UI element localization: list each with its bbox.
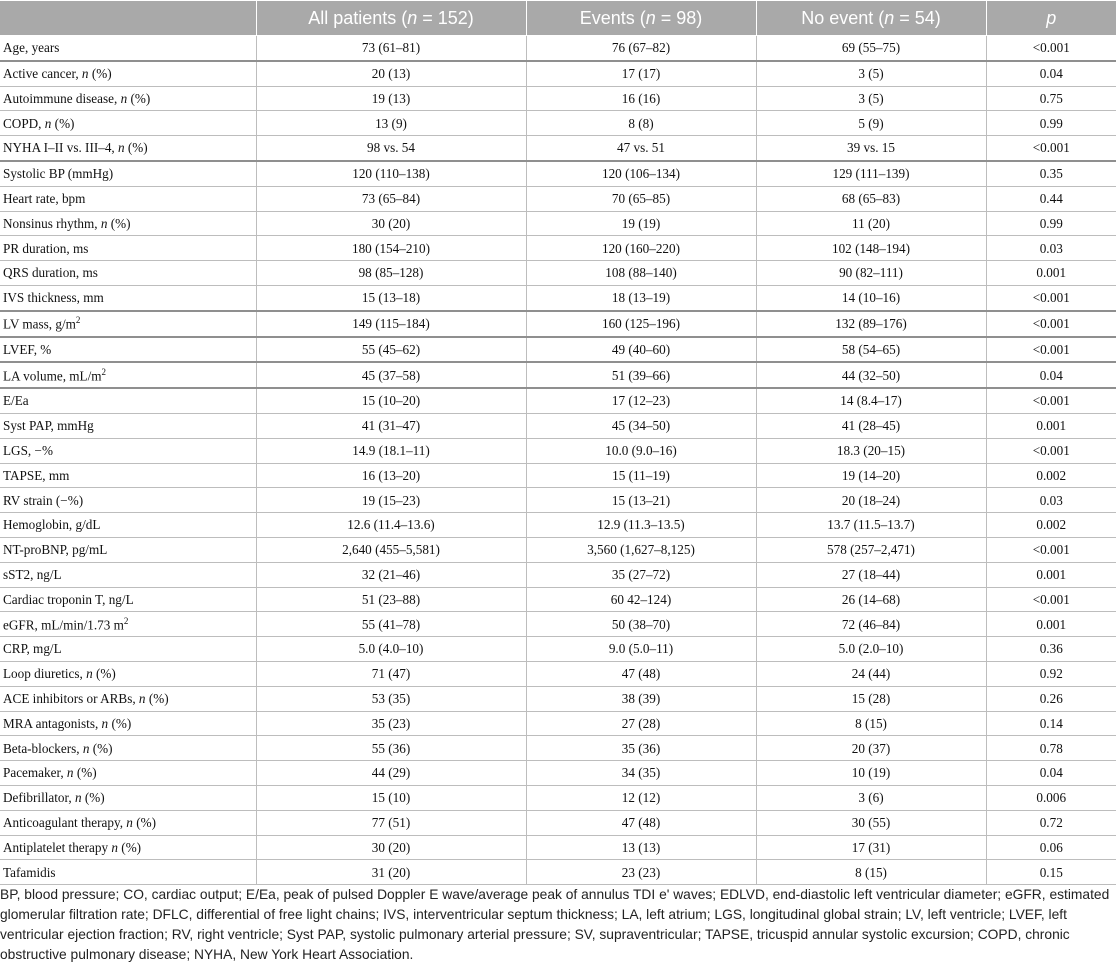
table-row [0, 161, 1116, 186]
cell-events: 12 (12) [526, 785, 756, 810]
cell-p-value: 0.78 [986, 736, 1116, 761]
row-label: Pacemaker, n (%) [0, 761, 256, 786]
cell-events: 3,560 (1,627–8,125) [526, 537, 756, 562]
cell-events: 47 (48) [526, 661, 756, 686]
cell-events: 12.9 (11.3–13.5) [526, 513, 756, 538]
table-row [0, 513, 1116, 538]
cell-p-value: 0.03 [986, 236, 1116, 261]
cell-p-value: 0.002 [986, 463, 1116, 488]
cell-no-event: 5.0 (2.0–10) [756, 637, 986, 662]
table-row [0, 810, 1116, 835]
cell-events: 51 (39–66) [526, 362, 756, 388]
table-row [0, 186, 1116, 211]
table-footnote: BP, blood pressure; CO, cardiac output; E/Ea, peak of pulsed Doppler E wave/average peak of annulus TDI e' waves; EDLVD, end-diastolic left ventricular diameter; eGFR, estimated glomerular filtration rate; DFLC, differential of free light chains; IVS, interventricular septum thickness; LA, left atrium; LGS, longitudinal global strain; LV, left ventricle; LVEF, left ventricular ejection fraction; RV, right ventricle; Syst PAP, systolic pulmonary arterial pressure; SV, supraventricular; TAPSE, tricuspid annular systolic excursion; COPD, chronic obstructive pulmonary disease; NYHA, New York Heart Association. [0, 887, 1110, 962]
row-label: E/Ea [0, 388, 256, 413]
cell-all-patients: 12.6 (11.4–13.6) [256, 513, 526, 538]
header-row [0, 1, 1116, 36]
cell-events: 120 (106–134) [526, 161, 756, 186]
cell-p-value: 0.001 [986, 413, 1116, 438]
cell-events: 10.0 (9.0–16) [526, 438, 756, 463]
cell-no-event: 24 (44) [756, 661, 986, 686]
header-all-patients: All patients (n = 152) [256, 1, 526, 36]
row-label: Hemoglobin, g/dL [0, 513, 256, 538]
cell-no-event: 129 (111–139) [756, 161, 986, 186]
row-label: NYHA I–II vs. III–4, n (%) [0, 136, 256, 161]
table-row [0, 488, 1116, 513]
table-body [0, 36, 1116, 885]
cell-p-value: <0.001 [986, 285, 1116, 310]
row-label: TAPSE, mm [0, 463, 256, 488]
row-label: PR duration, ms [0, 236, 256, 261]
cell-no-event: 27 (18–44) [756, 562, 986, 587]
cell-no-event: 11 (20) [756, 211, 986, 236]
cell-p-value: 0.001 [986, 612, 1116, 637]
cell-all-patients: 55 (36) [256, 736, 526, 761]
cell-all-patients: 41 (31–47) [256, 413, 526, 438]
cell-p-value: <0.001 [986, 587, 1116, 612]
cell-all-patients: 15 (10–20) [256, 388, 526, 413]
cell-p-value: 0.04 [986, 61, 1116, 86]
cell-events: 35 (36) [526, 736, 756, 761]
row-label: ACE inhibitors or ARBs, n (%) [0, 686, 256, 711]
cell-no-event: 578 (257–2,471) [756, 537, 986, 562]
cell-events: 15 (13–21) [526, 488, 756, 513]
cell-no-event: 8 (15) [756, 711, 986, 736]
row-label: sST2, ng/L [0, 562, 256, 587]
table-row [0, 111, 1116, 136]
table-row [0, 388, 1116, 413]
table-row [0, 761, 1116, 786]
row-label: LV mass, $g/m^2$ [0, 311, 256, 337]
cell-p-value: 0.06 [986, 835, 1116, 860]
cell-p-value: 0.36 [986, 637, 1116, 662]
cell-p-value: 0.75 [986, 86, 1116, 111]
table-row [0, 311, 1116, 337]
table-row [0, 711, 1116, 736]
cell-no-event: 132 (89–176) [756, 311, 986, 337]
row-label: Heart rate, bpm [0, 186, 256, 211]
cell-all-patients: 55 (41–78) [256, 612, 526, 637]
row-label: MRA antagonists, n (%) [0, 711, 256, 736]
table-row [0, 736, 1116, 761]
cell-p-value: 0.14 [986, 711, 1116, 736]
row-label: Systolic BP (mmHg) [0, 161, 256, 186]
row-label: LGS, −% [0, 438, 256, 463]
cell-p-value: 0.006 [986, 785, 1116, 810]
cell-p-value: <0.001 [986, 388, 1116, 413]
cell-no-event: 15 (28) [756, 686, 986, 711]
cell-p-value: 0.99 [986, 111, 1116, 136]
row-label: COPD, n (%) [0, 111, 256, 136]
cell-no-event: 3 (5) [756, 61, 986, 86]
cell-all-patients: 98 (85–128) [256, 261, 526, 286]
cell-all-patients: 73 (61–81) [256, 36, 526, 61]
cell-events: 16 (16) [526, 86, 756, 111]
cell-all-patients: 149 (115–184) [256, 311, 526, 337]
cell-all-patients: 32 (21–46) [256, 562, 526, 587]
cell-events: 47 (48) [526, 810, 756, 835]
cell-no-event: 20 (37) [756, 736, 986, 761]
cell-p-value: 0.72 [986, 810, 1116, 835]
table-row [0, 362, 1116, 388]
cell-p-value: <0.001 [986, 537, 1116, 562]
cell-all-patients: 5.0 (4.0–10) [256, 637, 526, 662]
cell-no-event: 14 (10–16) [756, 285, 986, 310]
header-p-value: p [986, 1, 1116, 36]
cell-all-patients: 19 (15–23) [256, 488, 526, 513]
cell-no-event: 13.7 (11.5–13.7) [756, 513, 986, 538]
cell-p-value: <0.001 [986, 136, 1116, 161]
cell-no-event: 26 (14–68) [756, 587, 986, 612]
cell-no-event: 41 (28–45) [756, 413, 986, 438]
row-label: IVS thickness, mm [0, 285, 256, 310]
cell-p-value: 0.04 [986, 761, 1116, 786]
table-row [0, 413, 1116, 438]
cell-events: 23 (23) [526, 860, 756, 885]
cell-events: 120 (160–220) [526, 236, 756, 261]
cell-all-patients: 15 (13–18) [256, 285, 526, 310]
table-row [0, 463, 1116, 488]
cell-p-value: 0.15 [986, 860, 1116, 885]
cell-all-patients: 2,640 (455–5,581) [256, 537, 526, 562]
cell-p-value: 0.26 [986, 686, 1116, 711]
cell-events: 17 (12–23) [526, 388, 756, 413]
cell-no-event: 44 (32–50) [756, 362, 986, 388]
cell-all-patients: 19 (13) [256, 86, 526, 111]
cell-p-value: 0.03 [986, 488, 1116, 513]
cell-all-patients: 120 (110–138) [256, 161, 526, 186]
cell-all-patients: 73 (65–84) [256, 186, 526, 211]
row-label: Syst PAP, mmHg [0, 413, 256, 438]
cell-events: 35 (27–72) [526, 562, 756, 587]
cell-p-value: 0.44 [986, 186, 1116, 211]
cell-events: 160 (125–196) [526, 311, 756, 337]
row-label: Beta-blockers, n (%) [0, 736, 256, 761]
cell-all-patients: 44 (29) [256, 761, 526, 786]
cell-p-value: <0.001 [986, 337, 1116, 363]
cell-events: 15 (11–19) [526, 463, 756, 488]
cell-no-event: 69 (55–75) [756, 36, 986, 61]
table-row [0, 61, 1116, 86]
cell-no-event: 58 (54–65) [756, 337, 986, 363]
table-row [0, 686, 1116, 711]
cell-p-value: 0.04 [986, 362, 1116, 388]
row-label: NT-proBNP, pg/mL [0, 537, 256, 562]
row-label: Age, years [0, 36, 256, 61]
cell-no-event: 102 (148–194) [756, 236, 986, 261]
cell-no-event: 5 (9) [756, 111, 986, 136]
cell-p-value: 0.35 [986, 161, 1116, 186]
cell-no-event: 14 (8.4–17) [756, 388, 986, 413]
cell-all-patients: 20 (13) [256, 61, 526, 86]
table-row [0, 337, 1116, 363]
cell-all-patients: 14.9 (18.1–11) [256, 438, 526, 463]
table-row [0, 86, 1116, 111]
cell-all-patients: 16 (13–20) [256, 463, 526, 488]
cell-all-patients: 98 vs. 54 [256, 136, 526, 161]
cell-events: 38 (39) [526, 686, 756, 711]
table-row [0, 285, 1116, 310]
table-row [0, 261, 1116, 286]
cell-all-patients: 51 (23–88) [256, 587, 526, 612]
row-label: Tafamidis [0, 860, 256, 885]
row-label: LA volume, $mL/m^2$ [0, 362, 256, 388]
cell-all-patients: 13 (9) [256, 111, 526, 136]
table-row [0, 637, 1116, 662]
cell-events: 49 (40–60) [526, 337, 756, 363]
cell-events: 13 (13) [526, 835, 756, 860]
row-label: Cardiac troponin T, ng/L [0, 587, 256, 612]
cell-events: 17 (17) [526, 61, 756, 86]
cell-p-value: 0.001 [986, 261, 1116, 286]
row-label: RV strain (−%) [0, 488, 256, 513]
cell-no-event: 30 (55) [756, 810, 986, 835]
cell-events: 27 (28) [526, 711, 756, 736]
cell-events: 19 (19) [526, 211, 756, 236]
table-row [0, 562, 1116, 587]
cell-events: 8 (8) [526, 111, 756, 136]
cell-no-event: 18.3 (20–15) [756, 438, 986, 463]
table-row [0, 236, 1116, 261]
cell-all-patients: 30 (20) [256, 835, 526, 860]
row-label: QRS duration, ms [0, 261, 256, 286]
table-row [0, 136, 1116, 161]
cell-no-event: 20 (18–24) [756, 488, 986, 513]
cell-p-value: 0.99 [986, 211, 1116, 236]
table-row [0, 612, 1116, 637]
table-row [0, 785, 1116, 810]
row-label: Autoimmune disease, n (%) [0, 86, 256, 111]
cell-all-patients: 77 (51) [256, 810, 526, 835]
row-label: Antiplatelet therapy n (%) [0, 835, 256, 860]
header-variable [0, 1, 256, 36]
cell-all-patients: 71 (47) [256, 661, 526, 686]
cell-no-event: 3 (6) [756, 785, 986, 810]
row-label: eGFR, mL/min/1.73 $m^2$ [0, 612, 256, 637]
cell-events: 47 vs. 51 [526, 136, 756, 161]
cell-p-value: <0.001 [986, 36, 1116, 61]
table-row [0, 36, 1116, 61]
row-label: Loop diuretics, n (%) [0, 661, 256, 686]
cell-events: 18 (13–19) [526, 285, 756, 310]
row-label: Defibrillator, n (%) [0, 785, 256, 810]
cell-p-value: 0.002 [986, 513, 1116, 538]
cell-all-patients: 31 (20) [256, 860, 526, 885]
row-label: CRP, mg/L [0, 637, 256, 662]
cell-p-value: <0.001 [986, 438, 1116, 463]
cell-no-event: 90 (82–111) [756, 261, 986, 286]
cell-events: 108 (88–140) [526, 261, 756, 286]
cell-p-value: 0.001 [986, 562, 1116, 587]
cell-events: 76 (67–82) [526, 36, 756, 61]
cell-no-event: 39 vs. 15 [756, 136, 986, 161]
cell-no-event: 72 (46–84) [756, 612, 986, 637]
cell-all-patients: 55 (45–62) [256, 337, 526, 363]
header-no-event: No event (n = 54) [756, 1, 986, 36]
cell-no-event: 10 (19) [756, 761, 986, 786]
cell-all-patients: 35 (23) [256, 711, 526, 736]
table-row [0, 661, 1116, 686]
table-row [0, 860, 1116, 885]
cell-events: 34 (35) [526, 761, 756, 786]
cell-no-event: 68 (65–83) [756, 186, 986, 211]
cell-all-patients: 15 (10) [256, 785, 526, 810]
cell-events: 70 (65–85) [526, 186, 756, 211]
table-row [0, 587, 1116, 612]
cell-events: 60 42–124) [526, 587, 756, 612]
table-row [0, 537, 1116, 562]
row-label: LVEF, % [0, 337, 256, 363]
cell-events: 45 (34–50) [526, 413, 756, 438]
cell-no-event: 17 (31) [756, 835, 986, 860]
table-row [0, 835, 1116, 860]
cell-p-value: <0.001 [986, 311, 1116, 337]
row-label: Anticoagulant therapy, n (%) [0, 810, 256, 835]
row-label: Nonsinus rhythm, n (%) [0, 211, 256, 236]
cell-p-value: 0.92 [986, 661, 1116, 686]
cell-events: 50 (38–70) [526, 612, 756, 637]
row-label: Active cancer, n (%) [0, 61, 256, 86]
cell-no-event: 19 (14–20) [756, 463, 986, 488]
cell-no-event: 8 (15) [756, 860, 986, 885]
table-row [0, 211, 1116, 236]
header-events: Events (n = 98) [526, 1, 756, 36]
cell-all-patients: 53 (35) [256, 686, 526, 711]
cell-all-patients: 180 (154–210) [256, 236, 526, 261]
cell-all-patients: 45 (37–58) [256, 362, 526, 388]
table-row [0, 438, 1116, 463]
cell-events: 9.0 (5.0–11) [526, 637, 756, 662]
cell-all-patients: 30 (20) [256, 211, 526, 236]
cell-no-event: 3 (5) [756, 86, 986, 111]
